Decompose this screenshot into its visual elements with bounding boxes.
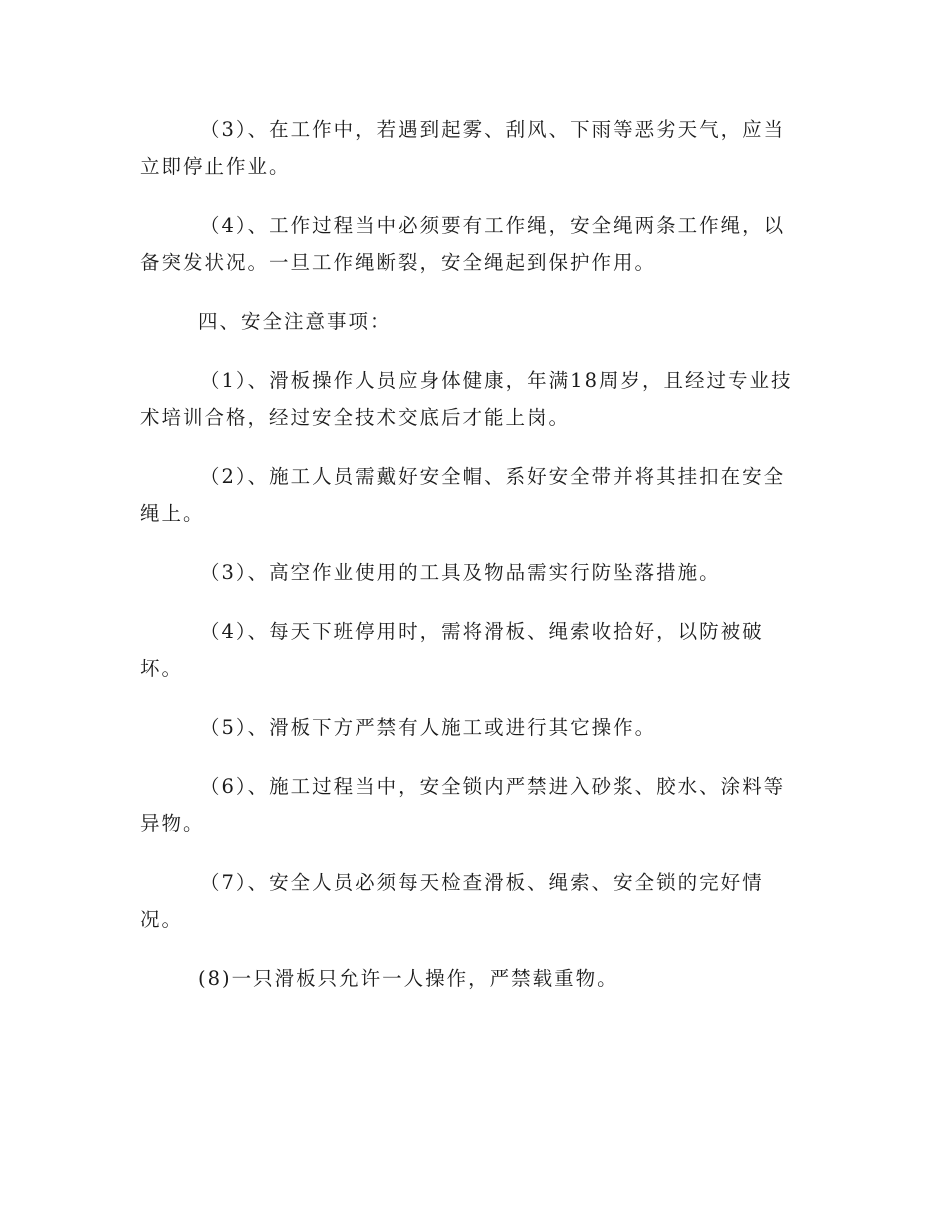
paragraph-safety-2: （2）、施工人员需戴好安全帽、系好安全带并将其挂扣在安全绳上。 xyxy=(140,465,786,525)
paragraph-safety-4: （4）、每天下班停用时，需将滑板、绳索收拾好，以防被破坏。 xyxy=(140,620,764,680)
document-body xyxy=(140,111,805,1019)
paragraph-safety-3: （3）、高空作业使用的工具及物品需实行防坠落措施。 xyxy=(200,561,721,584)
paragraph-safety-8: (8)一只滑板只允许一人操作，严禁载重物。 xyxy=(198,967,619,990)
paragraph-safety-5: （5）、滑板下方严禁有人施工或进行其它操作。 xyxy=(200,716,657,739)
paragraph-rule-3-weather: （3）、在工作中，若遇到起雾、刮风、下雨等恶劣天气，应当立即停止作业。 xyxy=(140,118,786,178)
paragraph-rule-4-ropes: （4）、工作过程当中必须要有工作绳，安全绳两条工作绳，以备突发状况。一旦工作绳断裂，安全绳起到保护作用。 xyxy=(140,214,786,274)
paragraph-safety-6: （6）、施工过程当中，安全锁内严禁进入砂浆、胶水、涂料等异物。 xyxy=(140,775,786,835)
paragraph-safety-1: （1）、滑板操作人员应身体健康，年满18周岁，且经过专业技术培训合格，经过安全技术交底后才能上岗。 xyxy=(140,369,793,429)
section-heading-safety-notes: 四、安全注意事项： xyxy=(198,310,392,333)
paragraph-safety-7: （7）、安全人员必须每天检查滑板、绳索、安全锁的完好情况。 xyxy=(140,871,764,931)
